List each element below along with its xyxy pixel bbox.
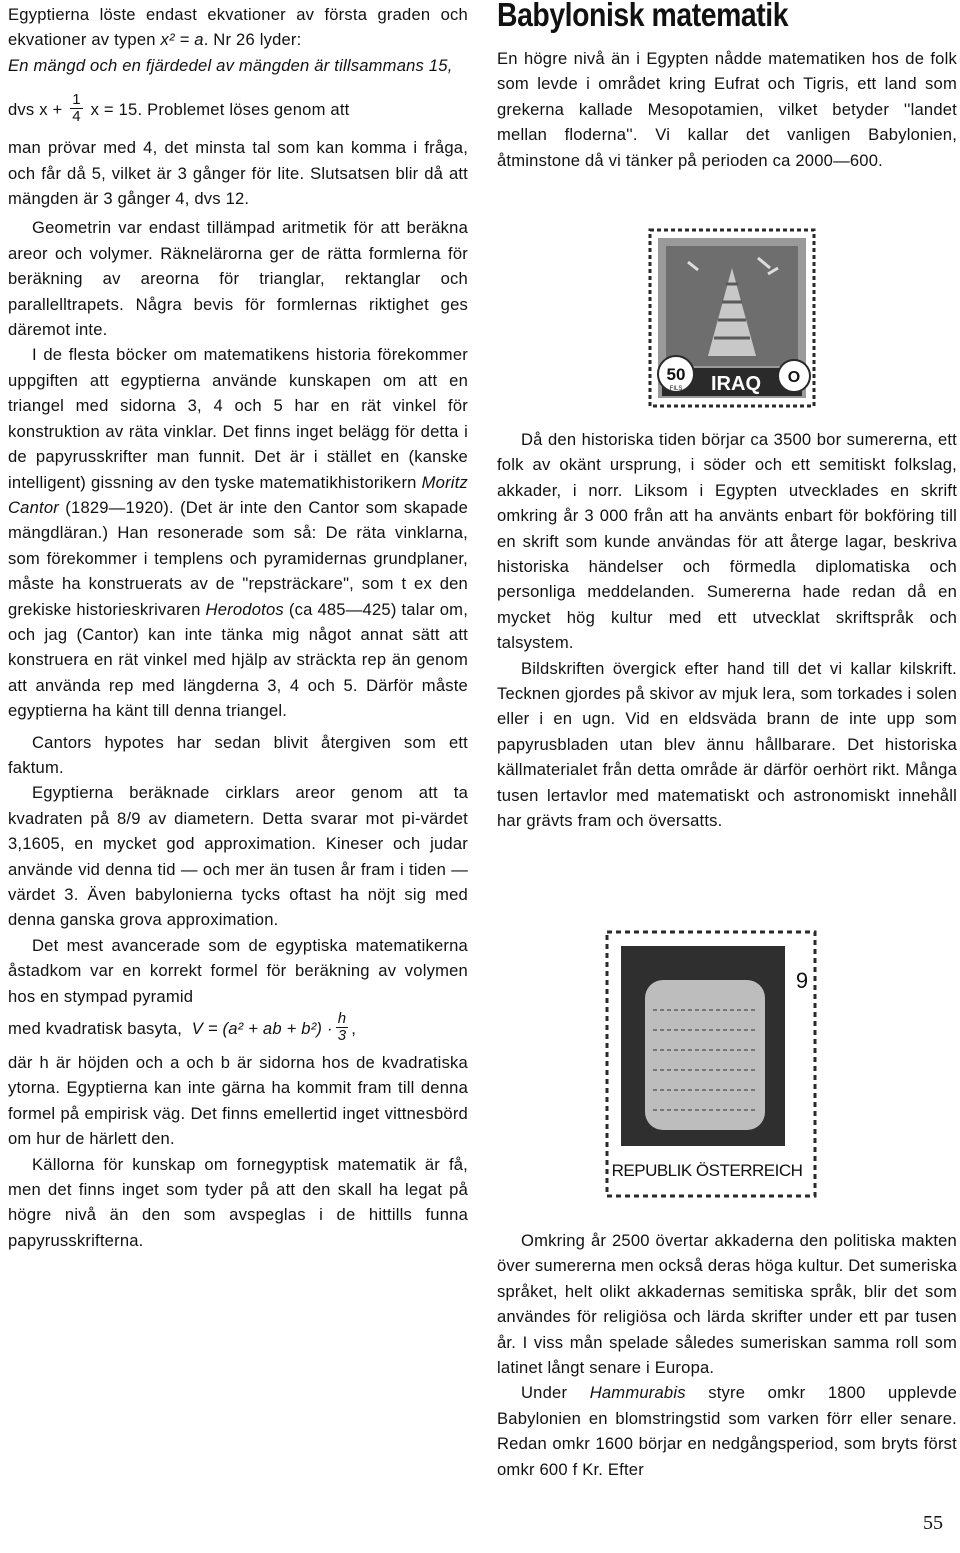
paragraph-equations	[8, 2, 468, 78]
austria-stamp	[605, 930, 819, 1200]
stamp-country: IRAQ	[711, 373, 761, 395]
text-run: I de flesta böcker om matematikens historia förekommer uppgiften att egyptierna använde kunskapen om att en triangel med sidorna 3, 4 och 5 har en rät vinkel för konstruktion av räta vinklar. Det finns inget belägg för detta i de papyrusskrifter man funnit. Det är i stället en (kanske intelligent) gissning av den tyske matematikhistorikern	[8, 345, 468, 492]
fraction-numerator: 1	[72, 91, 81, 109]
text-run: (ca 485—425) talar om, och jag (Cantor) kan inte tänka mig något annat sätt att konstruera en rät vinkel med hjälp av sträckta rep än genom att använda rep med längderna 3, 4 och 5. Därför måste egyptierna ha känt till denna triangel.	[8, 599, 468, 721]
formula-pre: med kvadratisk basyta,	[8, 1018, 183, 1038]
stamp-fils: FILS	[669, 386, 683, 392]
equation-inline: x² = a	[160, 30, 204, 50]
eq-pre: dvs x +	[8, 100, 68, 120]
right-column-middle	[497, 427, 957, 834]
paragraph-hypothesis: Cantors hypotes har sedan blivit återgiven som ett faktum.	[8, 732, 468, 777]
name-herodotos: Herodotos	[205, 599, 284, 619]
paragraph-pyramid: Det mest avancerade som de egyptiska matematikerna åstadkom var en korrekt formel för beräkning av volymen hos en stympad pyramid	[8, 935, 468, 1006]
page-number: 55	[923, 1512, 943, 1534]
austria-stamp-image	[605, 930, 819, 1200]
paragraph-circles: Egyptierna beräknade cirklars areor genom att ta kvadraten på 8/9 av diametern. Detta svarar mot pi-värdet 3,1605, en mycket god approximation. Kineser och judar använde vid denna tid — och mer än tusen år fram i tiden — värdet 3. Även babylonierna tycks oftast ha nöjt sig med denna ganska grova approximation.	[8, 783, 468, 930]
fraction-one-quarter	[70, 92, 83, 125]
paragraph-cuneiform: Bildskriften övergick efter hand till det vi kallar kilskrift. Tecknen gjordes på skivor av mjuk lera, som torkades i solen eller i en ugn. Vid en eldsväda brann de inte upp som papyrusbladen utan blev ännu hållbarare. Det historiska källmaterialet från detta område är därför oerhört rikt. Många tusen lertavlor med matematiskt och astronomiskt innehåll har grävts fram och översatts.	[497, 658, 957, 831]
svg-text:O: O	[787, 369, 801, 386]
stamp-value: 9	[795, 968, 809, 993]
paragraph-akkadians: Omkring år 2500 övertar akkaderna den politiska makten över sumererna men också deras höga kultur. Det sumeriska språket, helt olikt akkadernas semitiska språk, blir det som användes för religiösa och lärda skrifter under ett par tusen år. I viss mån spelade således sumeriskan samma roll som latinet långt senare i Europa.	[497, 1231, 957, 1378]
stamp-country: REPUBLIK ÖSTERREICH	[611, 1161, 803, 1180]
name-moritz-cantor: Moritz Cantor	[8, 472, 468, 517]
left-column	[8, 0, 468, 1253]
paragraph-sumerians: Då den historiska tiden börjar ca 3500 bor sumererna, ett folk av okänt ursprung, i söder och ett semitiskt folkslag, akkader, i norr. Liksom i Egypten utvecklades en skrift omkring år 3 000 från att ha använts enbart för bokföring till en skrift som kunde användas för att återge lagar, beskriva historiska händelser och förmedla diplomatiska och personliga meddelanden. Sumererna hade redan då en mycket hög kultur med ett utvecklat skriftspråk och talsystem.	[497, 430, 957, 653]
equation-line	[8, 91, 468, 127]
name-hammurabi: Hammurabis	[589, 1383, 686, 1403]
iraq-stamp	[648, 228, 816, 408]
problem-quote: En mängd och en fjärdedel av mängden är tillsammans 15,	[8, 55, 453, 75]
formula-line	[8, 1010, 468, 1046]
text-run: . Nr 26 lyder:	[203, 30, 302, 50]
right-column-top	[497, 46, 957, 173]
fraction-h-over-3	[336, 1011, 349, 1044]
text-run: styre omkr 1800 upplevde Babylonien en blomstringstid som varken förr eller senare. Redan omkr 1600 börjar en nedgångsperiod, som bryts först omkr 600 f Kr. Efter	[497, 1383, 957, 1479]
right-column-bottom	[497, 1228, 957, 1482]
eq-post: x = 15. Problemet löses genom att	[85, 100, 350, 120]
paragraph-formula-explanation: där h är höjden och a och b är sidorna hos de kvadratiska ytorna. Egyptierna kan inte gärna ha kommit fram till denna formel på empirisk väg. Det finns emellertid inget vittnesbörd om hur de härlett den.	[8, 1053, 468, 1149]
iraq-stamp-image	[648, 228, 816, 408]
paragraph-trial: man prövar med 4, det minsta tal som kan komma i fråga, och får då 5, vilket är 3 gånger för lite. Slutsatsen blir då att mängden är 3 gånger 4, dvs 12.	[8, 138, 468, 209]
text-run: Under	[521, 1383, 590, 1403]
paragraph-mesopotamia: En högre nivå än i Egypten nådde matematiken hos de folk som levde i området kring Eufrat och Tigris, ett land som grekerna kallade Mesopotamien, vilket betyder ''landet mellan floderna''. Vi kallar det vanligen Babylonien, åtminstone då vi tänker på perioden ca 2000—600.	[497, 49, 957, 170]
stamp-value: 50	[666, 365, 686, 384]
text-run: Egyptierna löste endast ekvationer av första graden och ekvationer av typen	[8, 5, 468, 50]
text-run: (1829—1920). (Det är inte den Cantor som skapade mängdläran.) Han resonerade som så: De räta vinklarna, som förekommer i templens och pyramidernas grundplaner, måste ha konstruerats av de "repsträckare", som t ex den grekiske historieskrivaren	[8, 497, 468, 619]
fraction-denominator: 3	[337, 1027, 347, 1045]
fraction-numerator: h	[337, 1010, 347, 1028]
formula-post: ,	[351, 1018, 357, 1038]
fraction-denominator: 4	[72, 108, 81, 126]
paragraph-sources: Källorna för kunskap om fornegyptisk matematik är få, men det finns inget som tyder på att den skall ha legat på högre nivå än den som avspeglas i de hittills funna papyrusskrifterna.	[8, 1154, 468, 1250]
formula-volume: V = (a² + ab + b²) ·	[191, 1018, 333, 1038]
paragraph-geometry: Geometrin var endast tillämpad aritmetik för att beräkna areor och volymer. Räknelärorna ger de rätta formlerna för beräkning av areorna för trianglar, rektanglar och parallelltrapets. Några bevis för formlernas riktighet ges däremot inte.	[8, 218, 468, 340]
paragraph-hammurabi	[497, 1380, 957, 1482]
paragraph-cantor	[8, 342, 468, 723]
section-heading: Babylonisk matematik	[497, 0, 789, 33]
